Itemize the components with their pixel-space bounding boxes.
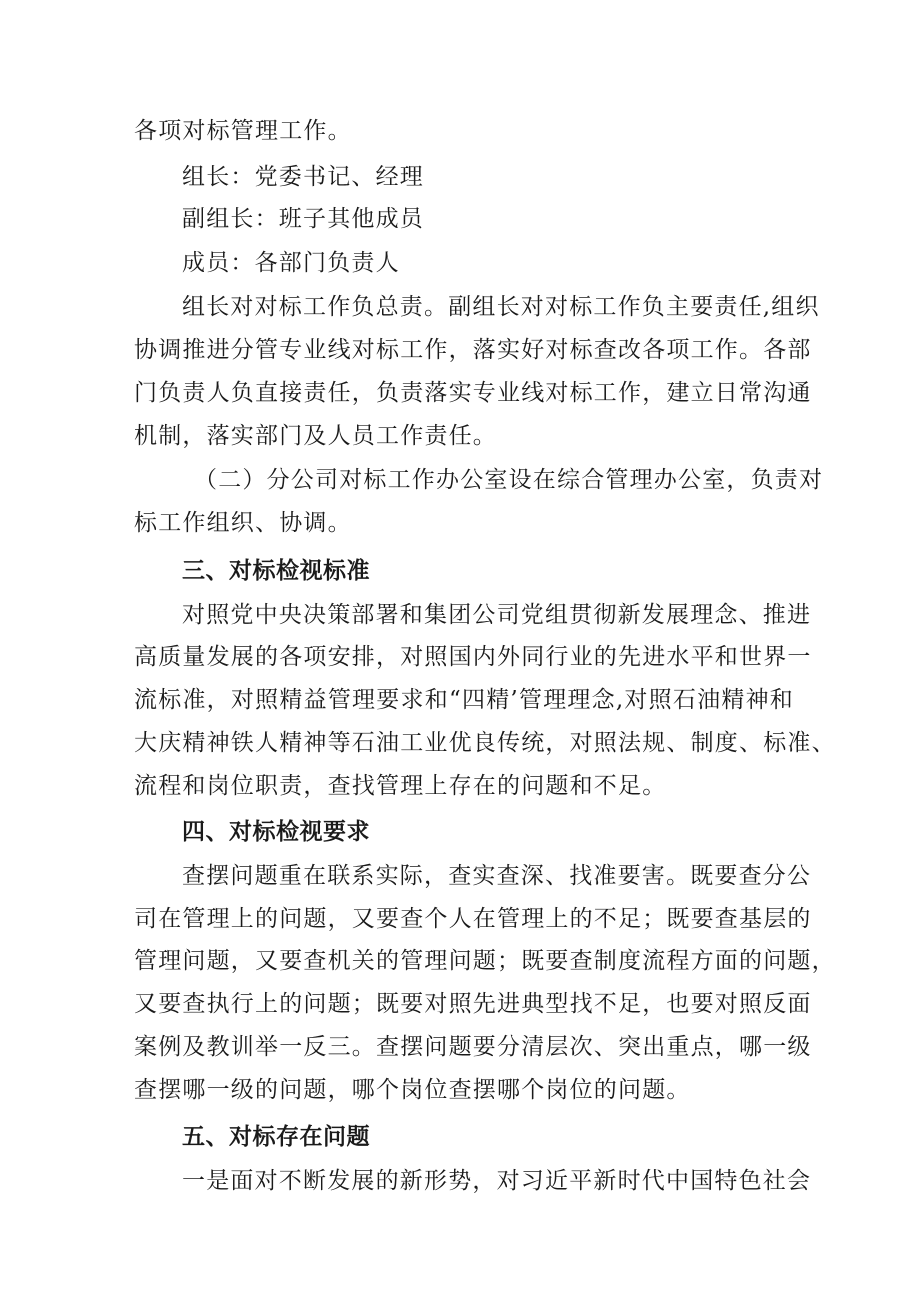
- section-3-heading: 三、对标检视标准: [182, 558, 370, 584]
- responsibility-line-4: 机制，落实部门及人员工作责任。: [134, 423, 497, 449]
- section-5-line-1: 一是面对不断发展的新形势，对习近平新时代中国特色社会: [182, 1168, 812, 1194]
- section-4-heading: 四、对标检视要求: [182, 819, 370, 845]
- section-4-line-1: 查摆问题重在联系实际，查实查深、找准要害。既要查分公: [182, 863, 812, 889]
- office-line-1: （二）分公司对标工作办公室设在综合管理办公室，负责对: [194, 467, 824, 493]
- intro-tail-line: 各项对标管理工作。: [134, 118, 352, 144]
- responsibility-line-2: 协调推进分管专业线对标工作，落实好对标查改各项工作。各部: [134, 337, 812, 363]
- section-3-line-2: 高质量发展的各项安排，对照国内外同行业的先进水平和世界一: [134, 644, 812, 670]
- section-3-line-3: 流标准，对照精益管理要求和“四精’管理理念,对照石油精神和: [134, 687, 794, 713]
- group-member-line: 成员：各部门负责人: [182, 250, 400, 276]
- section-4-line-3: 管理问题，又要查机关的管理问题；既要查制度流程方面的问题，: [134, 948, 836, 974]
- section-4-line-2: 司在管理上的问题，又要查个人在管理上的不足；既要查基层的: [134, 906, 812, 932]
- section-3-line-4: 大庆精神铁人精神等石油工业优良传统，对照法规、制度、标准、: [134, 730, 836, 756]
- section-5-heading: 五、对标存在问题: [182, 1124, 370, 1150]
- section-4-line-4: 又要查执行上的问题；既要对照先进典型找不足，也要对照反面: [134, 991, 812, 1017]
- responsibility-line-1: 组长对对标工作负总责。副组长对对标工作负主要责任,组织: [182, 294, 820, 320]
- group-leader-line: 组长：党委书记、经理: [182, 164, 424, 190]
- responsibility-line-3: 门负责人负直接责任，负责落实专业线对标工作，建立日常沟通: [134, 380, 812, 406]
- group-deputy-line: 副组长：班子其他成员: [182, 206, 424, 232]
- section-3-line-1: 对照党中央决策部署和集团公司党组贯彻新发展理念、推进: [182, 602, 812, 628]
- office-line-2: 标工作组织、协调。: [134, 510, 352, 536]
- section-3-line-5: 流程和岗位职责，查找管理上存在的问题和不足。: [134, 773, 667, 799]
- section-4-line-5: 案例及教训举一反三。查摆问题要分清层次、突出重点，哪一级: [134, 1034, 812, 1060]
- section-4-line-6: 查摆哪一级的问题，哪个岗位查摆哪个岗位的问题。: [134, 1077, 691, 1103]
